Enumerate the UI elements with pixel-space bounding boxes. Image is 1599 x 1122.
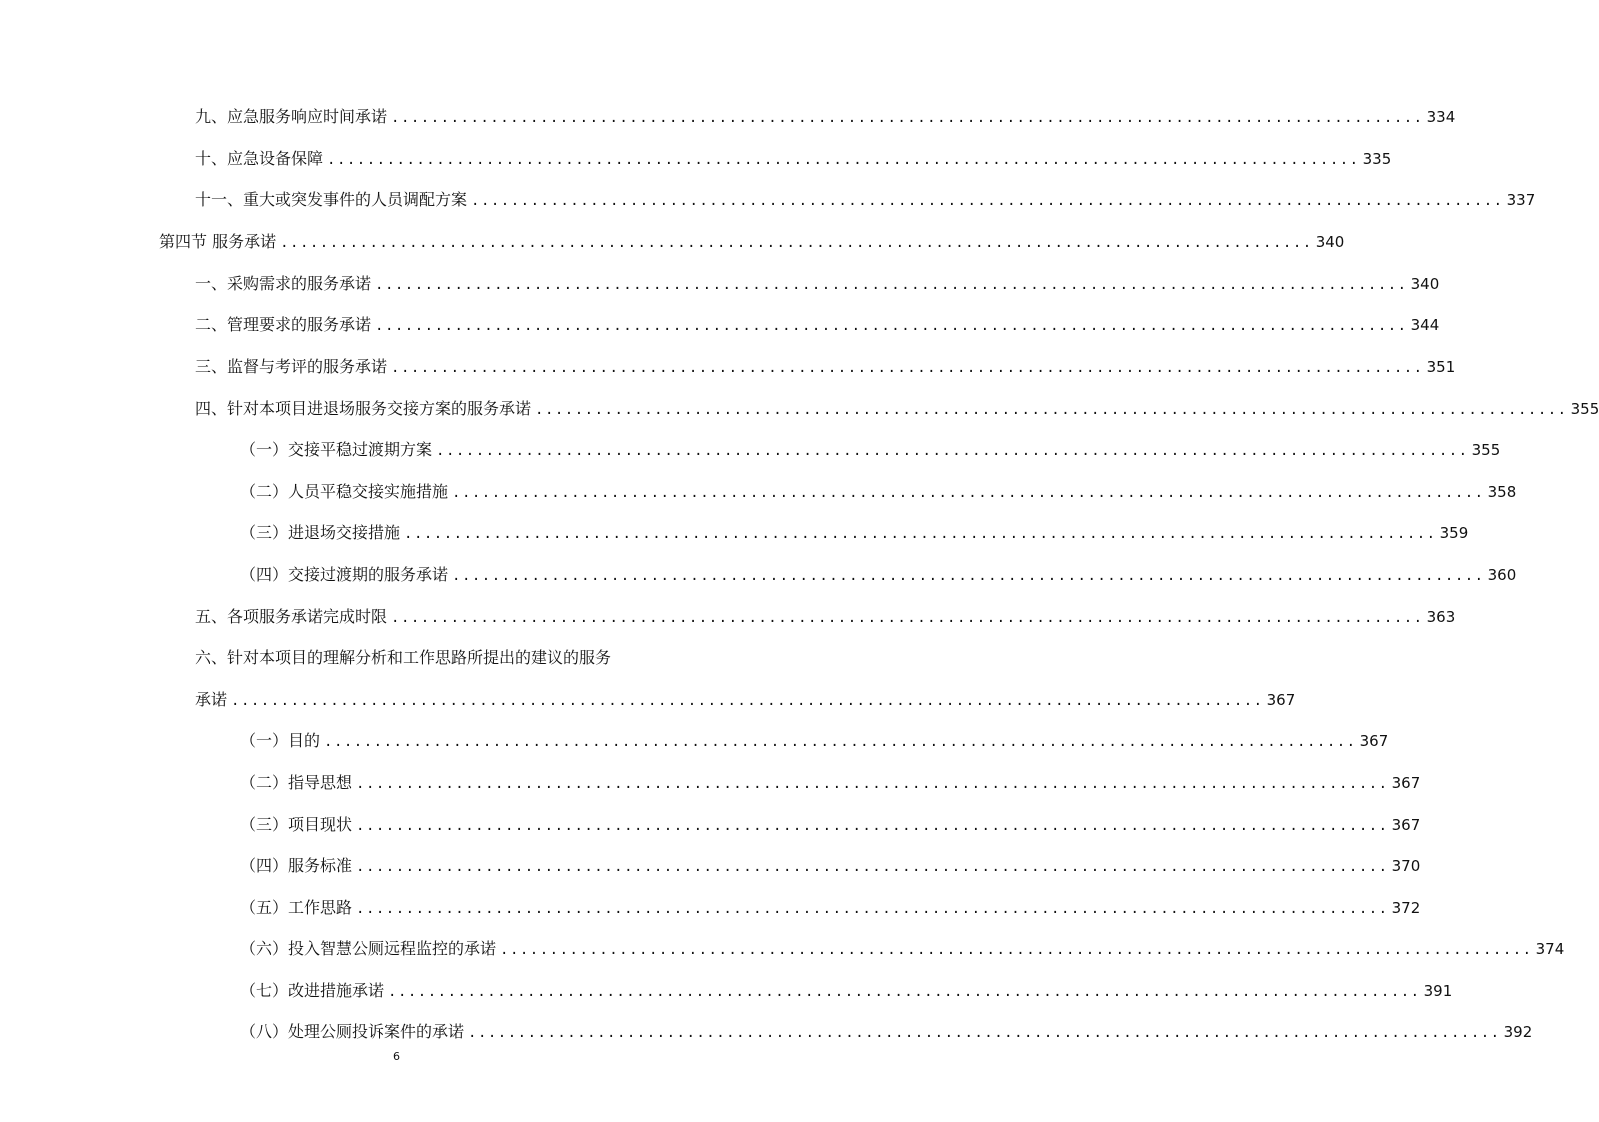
dot-leader: ........................................................................................................ — [280, 235, 1313, 251]
toc-entry-title: 十一、重大或突发事件的人员调配方案 — [195, 190, 468, 209]
toc-entry-title: （八）处理公厕投诉案件的承诺 — [240, 1022, 465, 1041]
toc-entry-page: 367 — [1391, 774, 1421, 792]
toc-entry-page: 374 — [1535, 940, 1565, 958]
toc-entry-title: （三）项目现状 — [240, 815, 353, 834]
toc-entry-title: （三）进退场交接措施 — [240, 523, 401, 542]
toc-entry[interactable] — [240, 979, 1453, 1003]
toc-entry[interactable] — [240, 771, 1421, 795]
toc-entry-title: （二）指导思想 — [240, 773, 353, 792]
toc-entry-page: 392 — [1503, 1023, 1533, 1041]
toc-entry-page: 363 — [1426, 608, 1456, 626]
toc-entry-page: 351 — [1426, 358, 1456, 376]
dot-leader: ........................................................................................................ — [356, 818, 1389, 834]
dot-leader: ........................................................................................................ — [375, 277, 1408, 293]
toc-entry[interactable] — [240, 937, 1565, 961]
toc-entry-page: 360 — [1487, 566, 1517, 584]
dot-leader: ........................................................................................................ — [356, 901, 1389, 917]
dot-leader: ........................................................................................................ — [471, 193, 1504, 209]
toc-entry[interactable] — [240, 729, 1389, 753]
toc-entry-wrapped-line[interactable] — [195, 646, 674, 670]
toc-entry[interactable] — [195, 397, 1599, 421]
toc-entry-title: （五）工作思路 — [240, 898, 353, 917]
toc-entry[interactable] — [195, 313, 1440, 337]
dot-leader: ........................................................................................................ — [468, 1025, 1501, 1041]
toc-entry-title: 二、管理要求的服务承诺 — [195, 315, 372, 334]
toc-entry-title: 四、针对本项目进退场服务交接方案的服务承诺 — [195, 399, 532, 418]
dot-leader: ........................................................................................................ — [404, 526, 1437, 542]
toc-entry-title: 十、应急设备保障 — [195, 149, 324, 168]
dot-leader: ........................................................................................................ — [388, 984, 1421, 1000]
dot-leader: ........................................................................................................ — [324, 734, 1357, 750]
toc-entry-page: 334 — [1426, 108, 1456, 126]
dot-leader: ........................................................................................................ — [535, 402, 1568, 418]
toc-entry-page: 340 — [1315, 233, 1345, 251]
toc-entry-title: （二）人员平稳交接实施措施 — [240, 482, 449, 501]
toc-entry[interactable] — [240, 854, 1421, 878]
toc-entry[interactable] — [240, 813, 1421, 837]
toc-entry-page: 344 — [1410, 316, 1440, 334]
toc-entry[interactable] — [240, 563, 1517, 587]
toc-entry-title: （一）目的 — [240, 731, 321, 750]
toc-entry[interactable] — [195, 355, 1456, 379]
toc-entry[interactable] — [195, 188, 1536, 212]
toc-entry-page: 355 — [1471, 441, 1501, 459]
dot-leader: ........................................................................................................ — [452, 485, 1485, 501]
toc-entry[interactable] — [240, 896, 1421, 920]
dot-leader: ........................................................................................................ — [391, 610, 1424, 626]
dot-leader: ........................................................................................................ — [356, 776, 1389, 792]
toc-entry[interactable] — [240, 1020, 1533, 1044]
toc-entry-page: 367 — [1391, 816, 1421, 834]
dot-leader: ........................................................................................................ — [327, 152, 1360, 168]
toc-entry-page: 340 — [1410, 275, 1440, 293]
toc-entry[interactable] — [195, 147, 1392, 171]
toc-entry-title: （四）交接过渡期的服务承诺 — [240, 565, 449, 584]
toc-entry-page: 367 — [1359, 732, 1389, 750]
dot-leader: ........................................................................................................ — [391, 110, 1424, 126]
toc-entry[interactable] — [240, 438, 1501, 462]
toc-entry-title: 承诺 — [195, 690, 228, 709]
toc-entry-page: 358 — [1487, 483, 1517, 501]
dot-leader: ........................................................................................................ — [356, 859, 1389, 875]
toc-entry-title: 第四节 服务承诺 — [159, 232, 277, 251]
toc-entry-title: 九、应急服务响应时间承诺 — [195, 107, 388, 126]
toc-entry-title: （一）交接平稳过渡期方案 — [240, 440, 433, 459]
toc-entry[interactable] — [240, 480, 1517, 504]
toc-entry-page: 355 — [1570, 400, 1599, 418]
toc-entry-title: 六、针对本项目的理解分析和工作思路所提出的建议的服务 — [195, 648, 612, 667]
toc-entry[interactable] — [159, 230, 1345, 254]
toc-entry-page: 370 — [1391, 857, 1421, 875]
toc-entry[interactable] — [240, 521, 1469, 545]
dot-leader: ........................................................................................................ — [436, 443, 1469, 459]
dot-leader: ........................................................................................................ — [375, 318, 1408, 334]
page-number: 6 — [393, 1050, 400, 1063]
toc-entry-title: 一、采购需求的服务承诺 — [195, 274, 372, 293]
toc-entry-page: 337 — [1506, 191, 1536, 209]
dot-leader: ........................................................................................................ — [500, 942, 1533, 958]
toc-entry-title: 五、各项服务承诺完成时限 — [195, 607, 388, 626]
toc-entry[interactable] — [195, 272, 1440, 296]
toc-entry[interactable] — [195, 688, 1296, 712]
dot-leader: ........................................................................................................ — [452, 568, 1485, 584]
dot-leader: ........................................................................................................ — [231, 693, 1264, 709]
toc-entry-page: 391 — [1423, 982, 1453, 1000]
toc-entry-title: （六）投入智慧公厕远程监控的承诺 — [240, 939, 497, 958]
toc-entry-page: 359 — [1439, 524, 1469, 542]
toc-entry-page: 367 — [1266, 691, 1296, 709]
toc-entry-title: （七）改进措施承诺 — [240, 981, 385, 1000]
toc-entry-page: 372 — [1391, 899, 1421, 917]
toc-entry[interactable] — [195, 105, 1456, 129]
toc-entry-title: 三、监督与考评的服务承诺 — [195, 357, 388, 376]
toc-entry[interactable] — [195, 605, 1456, 629]
toc-entry-page: 335 — [1362, 150, 1392, 168]
toc-entry-title: （四）服务标准 — [240, 856, 353, 875]
dot-leader: ........................................................................................................ — [391, 360, 1424, 376]
